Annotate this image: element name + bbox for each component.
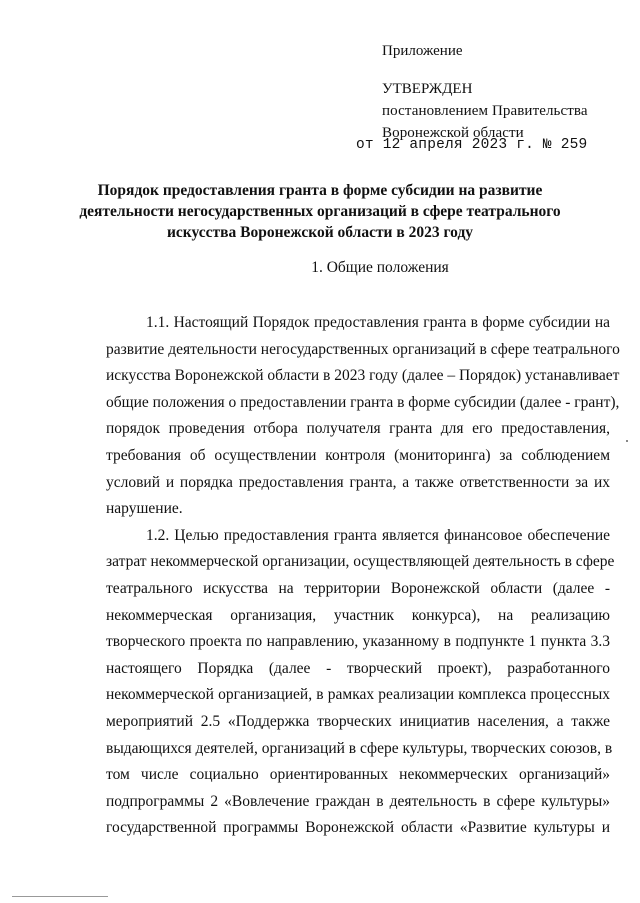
approval-date: от 12 апреля 2023 г. № 259 (356, 137, 588, 153)
document-title-line: Порядок предоставления гранта в форме субсидии на развитие (97, 182, 543, 199)
paragraph-line: подпрограммы 2 «Вовлечение граждан в деятельность в сфере культуры» (106, 792, 610, 810)
approval-resolution-line: постановлением Правительства (382, 103, 588, 119)
paragraph-line: некоммерческой организацией, в рамках реализации комплекса процессных (106, 686, 610, 704)
approval-block (356, 40, 588, 153)
paragraph-line: затрат некоммерческой организации, осуществляющей деятельность в сфере (106, 553, 615, 571)
paragraph-line: выдающихся деятелей, организаций в сфере культуры, творческих союзов, в (106, 739, 613, 757)
paragraph-line: нарушение. (106, 500, 183, 518)
document-title-line: деятельности негосударственных организаций в сфере театрального (79, 203, 561, 220)
paragraph-line: порядок проведения отбора получателя гранта для его предоставления, (106, 420, 610, 438)
appendix-label: Приложение (382, 43, 463, 59)
paragraph-line: 1.2. Целью предоставления гранта является финансовое обеспечение (146, 526, 610, 544)
paragraph-line: 1.1. Настоящий Порядок предоставления гранта в форме субсидии на (146, 314, 610, 331)
scan-speck (626, 440, 628, 442)
section-heading: 1. Общие положения (311, 259, 449, 276)
approval-region-line: Воронежской области (382, 125, 524, 141)
paragraph-line: требования об осуществлении контроля (мониторинга) за соблюдением (106, 446, 610, 464)
paragraph-line: творческого проекта по направлению, указанному в подпункте 1 пункта 3.3 (106, 633, 610, 651)
bottom-rule (12, 896, 108, 897)
approved-label: УТВЕРЖДЕН (382, 81, 473, 97)
paragraph-line: развитие деятельности негосударственных организаций в сфере театрального (106, 340, 620, 358)
paragraph-line: мероприятий 2.5 «Поддержка творческих инициатив населения, а также (106, 712, 610, 730)
paragraph-line: том числе социально ориентированных некоммерческих организаций» (106, 766, 610, 784)
paragraph-line: театрального искусства на территории Воронежской области (далее - (106, 579, 610, 597)
paragraph-line: общие положения о предоставлении гранта в форме субсидии (далее - грант), (106, 393, 620, 411)
document-title-line: искусства Воронежской области в 2023 году (166, 224, 474, 241)
document-title (0, 180, 640, 243)
paragraph-line: некоммерческая организация, участник конкурса), на реализацию (106, 606, 610, 624)
document-body (106, 310, 620, 842)
paragraph-line: настоящего Порядка (далее - творческий проект), разработанного (106, 659, 610, 677)
paragraph-line: искусства Воронежской области в 2023 году (далее – Порядок) устанавливает (106, 367, 620, 385)
paragraph-line: условий и порядка предоставления гранта, а также ответственности за их (106, 473, 610, 491)
paragraph-line: государственной программы Воронежской области «Развитие культуры и (106, 819, 610, 837)
